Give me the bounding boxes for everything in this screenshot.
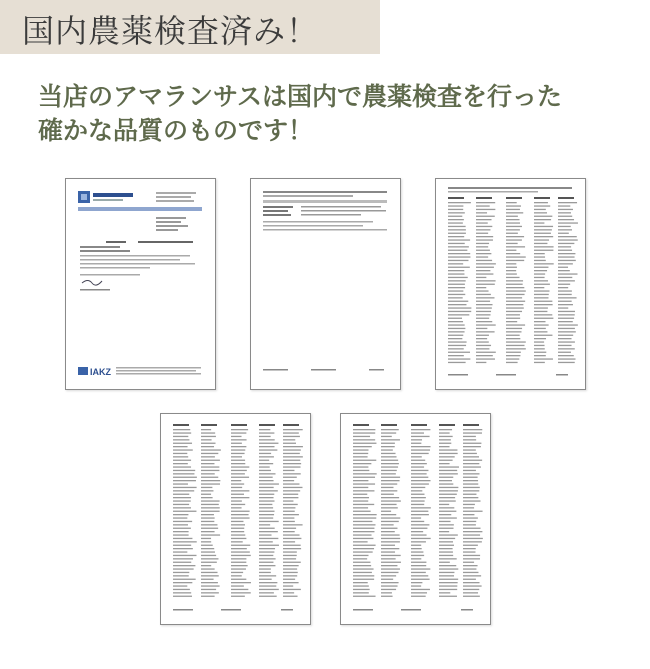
document-summary-image (251, 179, 400, 389)
title-banner (0, 0, 380, 54)
document-table-image (161, 414, 310, 624)
document-certificate-image (66, 179, 215, 389)
document-logo: IAKZ (90, 367, 111, 377)
document-table-image (436, 179, 585, 389)
document-page-3 (435, 178, 586, 390)
document-page-4 (160, 413, 311, 625)
document-page-5 (340, 413, 491, 625)
document-page-1 (65, 178, 216, 390)
headline (38, 80, 562, 148)
headline-line-1: 当店のアマランサスは国内で農薬検査を行った (38, 82, 563, 111)
document-page-2 (250, 178, 401, 390)
headline-line-2: 確かな品質のものです！ (38, 116, 314, 145)
banner-title: 国内農薬検査済み！ (22, 12, 320, 50)
document-table-image (341, 414, 490, 624)
